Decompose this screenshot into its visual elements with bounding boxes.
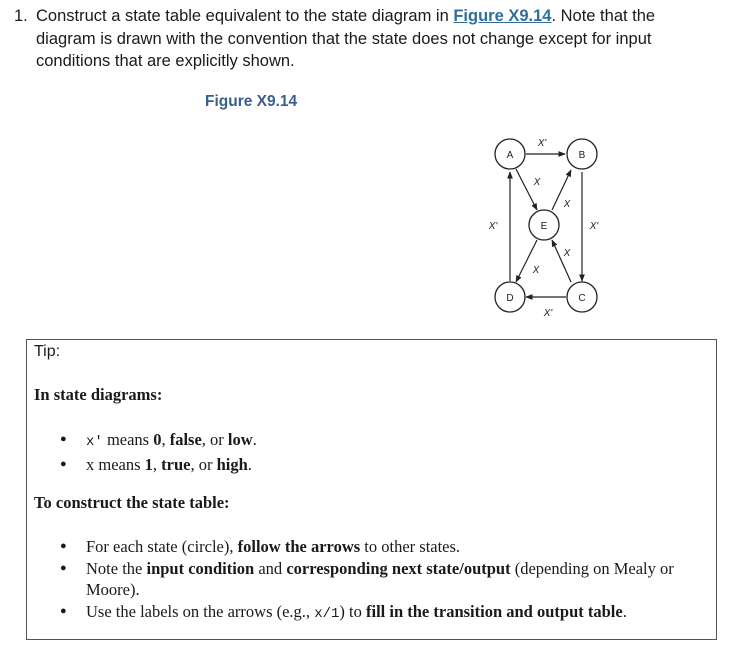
bullet-list-2 <box>60 536 710 625</box>
list-item: ● Note the input condition and corresponding next state/output (depending on Mealy or Moore). <box>60 558 710 601</box>
question-number: 1. <box>14 7 28 25</box>
label-a-e: X <box>533 177 541 188</box>
list-item: ● x' means 0, false, or low. <box>60 429 257 454</box>
heading-construct-table: To construct the state table: <box>34 493 230 512</box>
bullet-list-1 <box>60 429 257 475</box>
label-c-d: X' <box>543 308 553 319</box>
state-b-label: B <box>578 150 586 161</box>
arrow-a-to-e <box>516 169 537 210</box>
heading-state-diagrams: In state diagrams: <box>34 385 163 404</box>
label-b-c: X' <box>589 221 599 232</box>
tip-label: Tip: <box>34 343 61 360</box>
question-text: Construct a state table equivalent to the state diagram in Figure X9.14. Note that the diagram is drawn with the convention that the state does not change except for input conditions that are explicitly shown. <box>36 7 656 70</box>
label-e-b: X <box>563 199 571 210</box>
figure-title: Figure X9.14 <box>205 93 298 110</box>
label-a-b: X' <box>537 138 547 149</box>
state-d-label: D <box>506 293 514 304</box>
list-item: ● Use the labels on the arrows (e.g., x/1) to fill in the transition and output table. <box>60 601 710 626</box>
label-e-d: X <box>532 265 540 276</box>
state-c-label: C <box>578 293 586 304</box>
list-item: ● x means 1, true, or high. <box>60 454 257 476</box>
label-d-a: X' <box>488 221 498 232</box>
state-e-label: E <box>540 221 548 232</box>
state-diagram <box>484 130 614 326</box>
label-c-e: X <box>563 248 571 259</box>
tip-box <box>26 339 717 640</box>
list-item: ● For each state (circle), follow the arrows to other states. <box>60 536 710 558</box>
arrow-c-to-e <box>552 240 571 282</box>
figure-link[interactable]: Figure X9.14 <box>453 7 552 25</box>
state-a-label: A <box>506 150 514 161</box>
question <box>14 5 714 73</box>
